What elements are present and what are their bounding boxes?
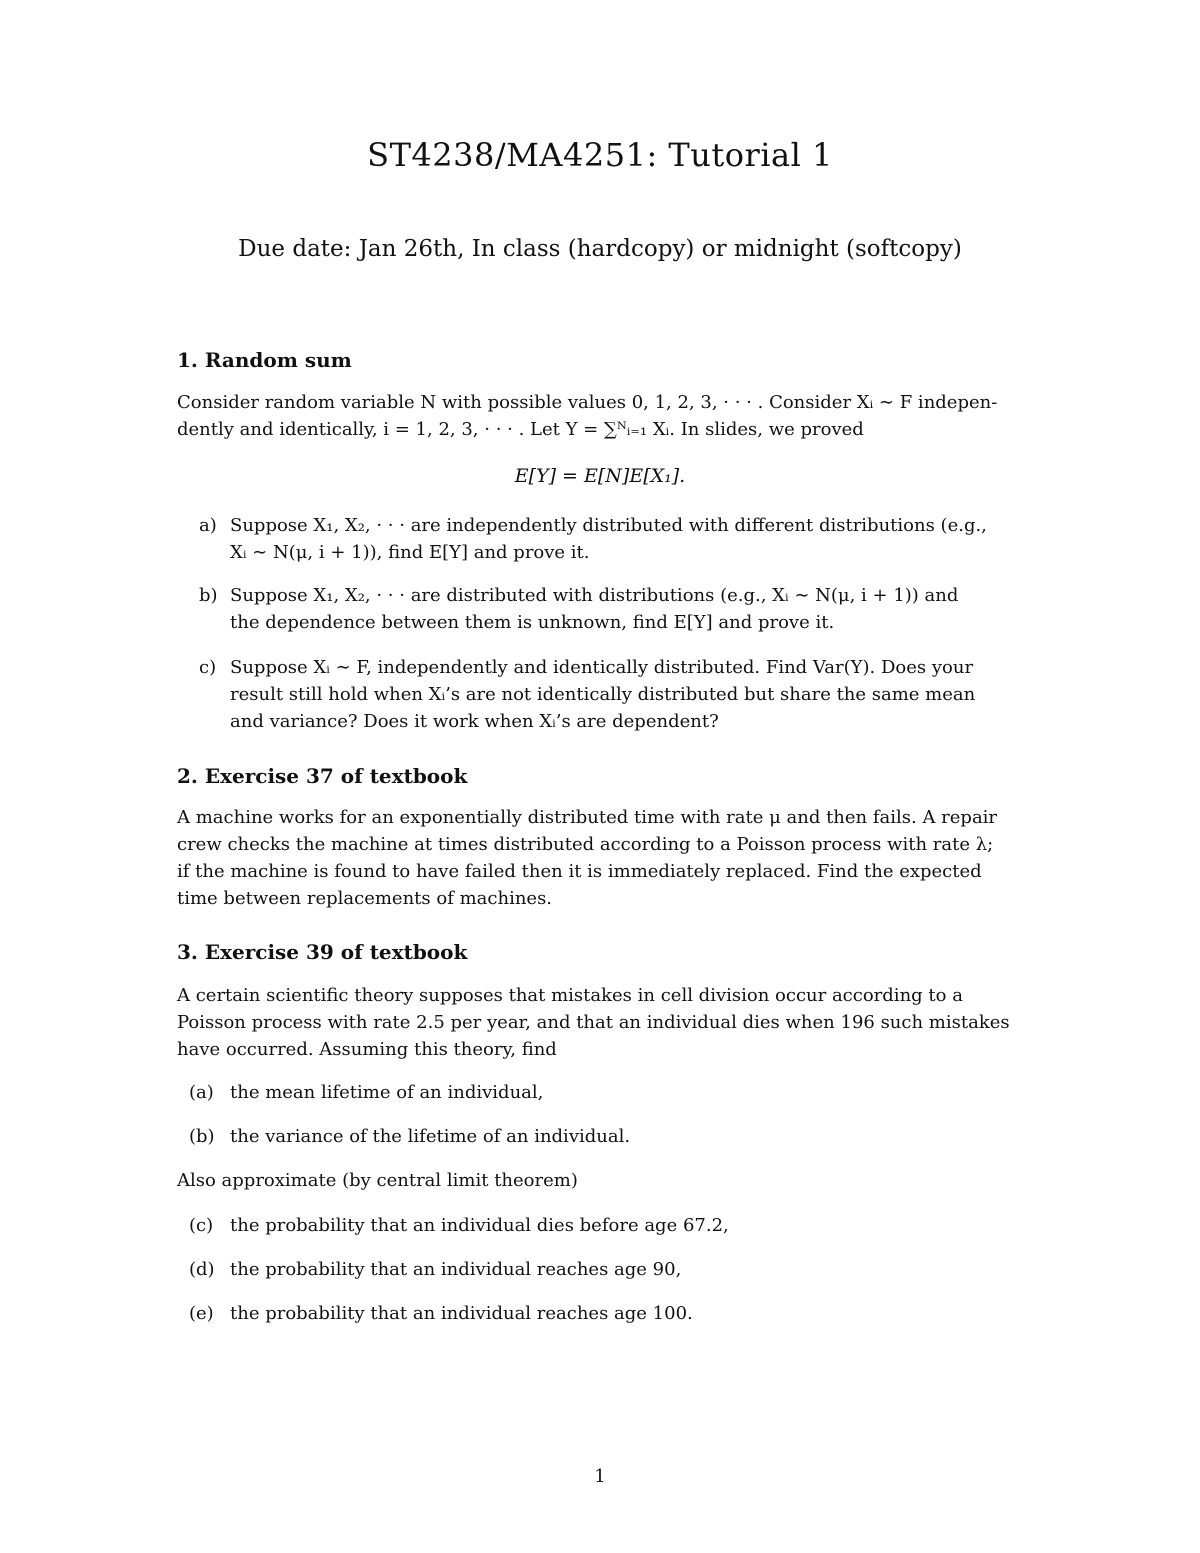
section-1-intro <box>177 389 1023 443</box>
item-marker: (a) <box>189 1082 214 1103</box>
intro-line: Consider random variable N with possible values 0, 1, 2, 3, · · · . Consider Xᵢ ∼ F indepen- <box>177 392 998 413</box>
section-3-heading: 3. Exercise 39 of textbook <box>177 940 468 964</box>
body-line: crew checks the machine at times distributed according to a Poisson process with rate λ; <box>177 834 994 855</box>
section-2-body <box>177 804 1023 912</box>
item-marker: a) <box>199 515 217 536</box>
item-text: the mean lifetime of an individual, <box>230 1082 544 1103</box>
item-line: Suppose X₁, X₂, · · · are independently distributed with different distributions (e.g., <box>230 515 987 536</box>
item-text: the probability that an individual dies before age 67.2, <box>230 1215 729 1236</box>
body-line: Poisson process with rate 2.5 per year, and that an individual dies when 196 such mistakes <box>177 1012 1010 1033</box>
item-marker: b) <box>199 585 218 606</box>
section-1-heading: 1. Random sum <box>177 348 352 372</box>
due-date: Due date: Jan 26th, In class (hardcopy) or midnight (softcopy) <box>238 236 962 262</box>
item-marker: (c) <box>189 1215 214 1236</box>
also-text <box>177 1167 578 1194</box>
page-number: 1 <box>594 1466 606 1487</box>
equation: E[Y] = E[N]E[X₁]. <box>514 465 686 487</box>
also-line: Also approximate (by central limit theorem) <box>177 1170 578 1191</box>
page-title: ST4238/MA4251: Tutorial 1 <box>367 136 833 174</box>
item-text: the probability that an individual reaches age 90, <box>230 1259 682 1280</box>
item-line: Xᵢ ∼ N(μ, i + 1)), find E[Y] and prove it. <box>230 542 590 563</box>
item-text: the variance of the lifetime of an individual. <box>230 1126 631 1147</box>
item-line: and variance? Does it work when Xᵢ’s are dependent? <box>230 711 719 732</box>
body-line: have occurred. Assuming this theory, find <box>177 1039 557 1060</box>
item-line: result still hold when Xᵢ’s are not identically distributed but share the same mean <box>230 684 976 705</box>
item-marker: c) <box>199 657 217 678</box>
item-text: the probability that an individual reaches age 100. <box>230 1303 693 1324</box>
item-line: Suppose X₁, X₂, · · · are distributed with distributions (e.g., Xᵢ ∼ N(μ, i + 1)) and <box>230 585 959 606</box>
section-2-heading: 2. Exercise 37 of textbook <box>177 764 468 788</box>
body-line: A certain scientific theory supposes that mistakes in cell division occur according to a <box>177 985 963 1006</box>
item-marker: (b) <box>189 1126 215 1147</box>
body-line: time between replacements of machines. <box>177 888 553 909</box>
section-3-body <box>177 982 1023 1063</box>
item-line: the dependence between them is unknown, find E[Y] and prove it. <box>230 612 835 633</box>
item-marker: (d) <box>189 1259 215 1280</box>
body-line: if the machine is found to have failed then it is immediately replaced. Find the expected <box>177 861 982 882</box>
intro-line: dently and identically, i = 1, 2, 3, · · · . Let Y = ∑ᴺᵢ₌₁ Xᵢ. In slides, we proved <box>177 419 864 440</box>
body-line: A machine works for an exponentially distributed time with rate μ and then fails. A repair <box>177 807 998 828</box>
item-marker: (e) <box>189 1303 214 1324</box>
item-line: Suppose Xᵢ ∼ F, independently and identically distributed. Find Var(Y). Does your <box>230 657 974 678</box>
